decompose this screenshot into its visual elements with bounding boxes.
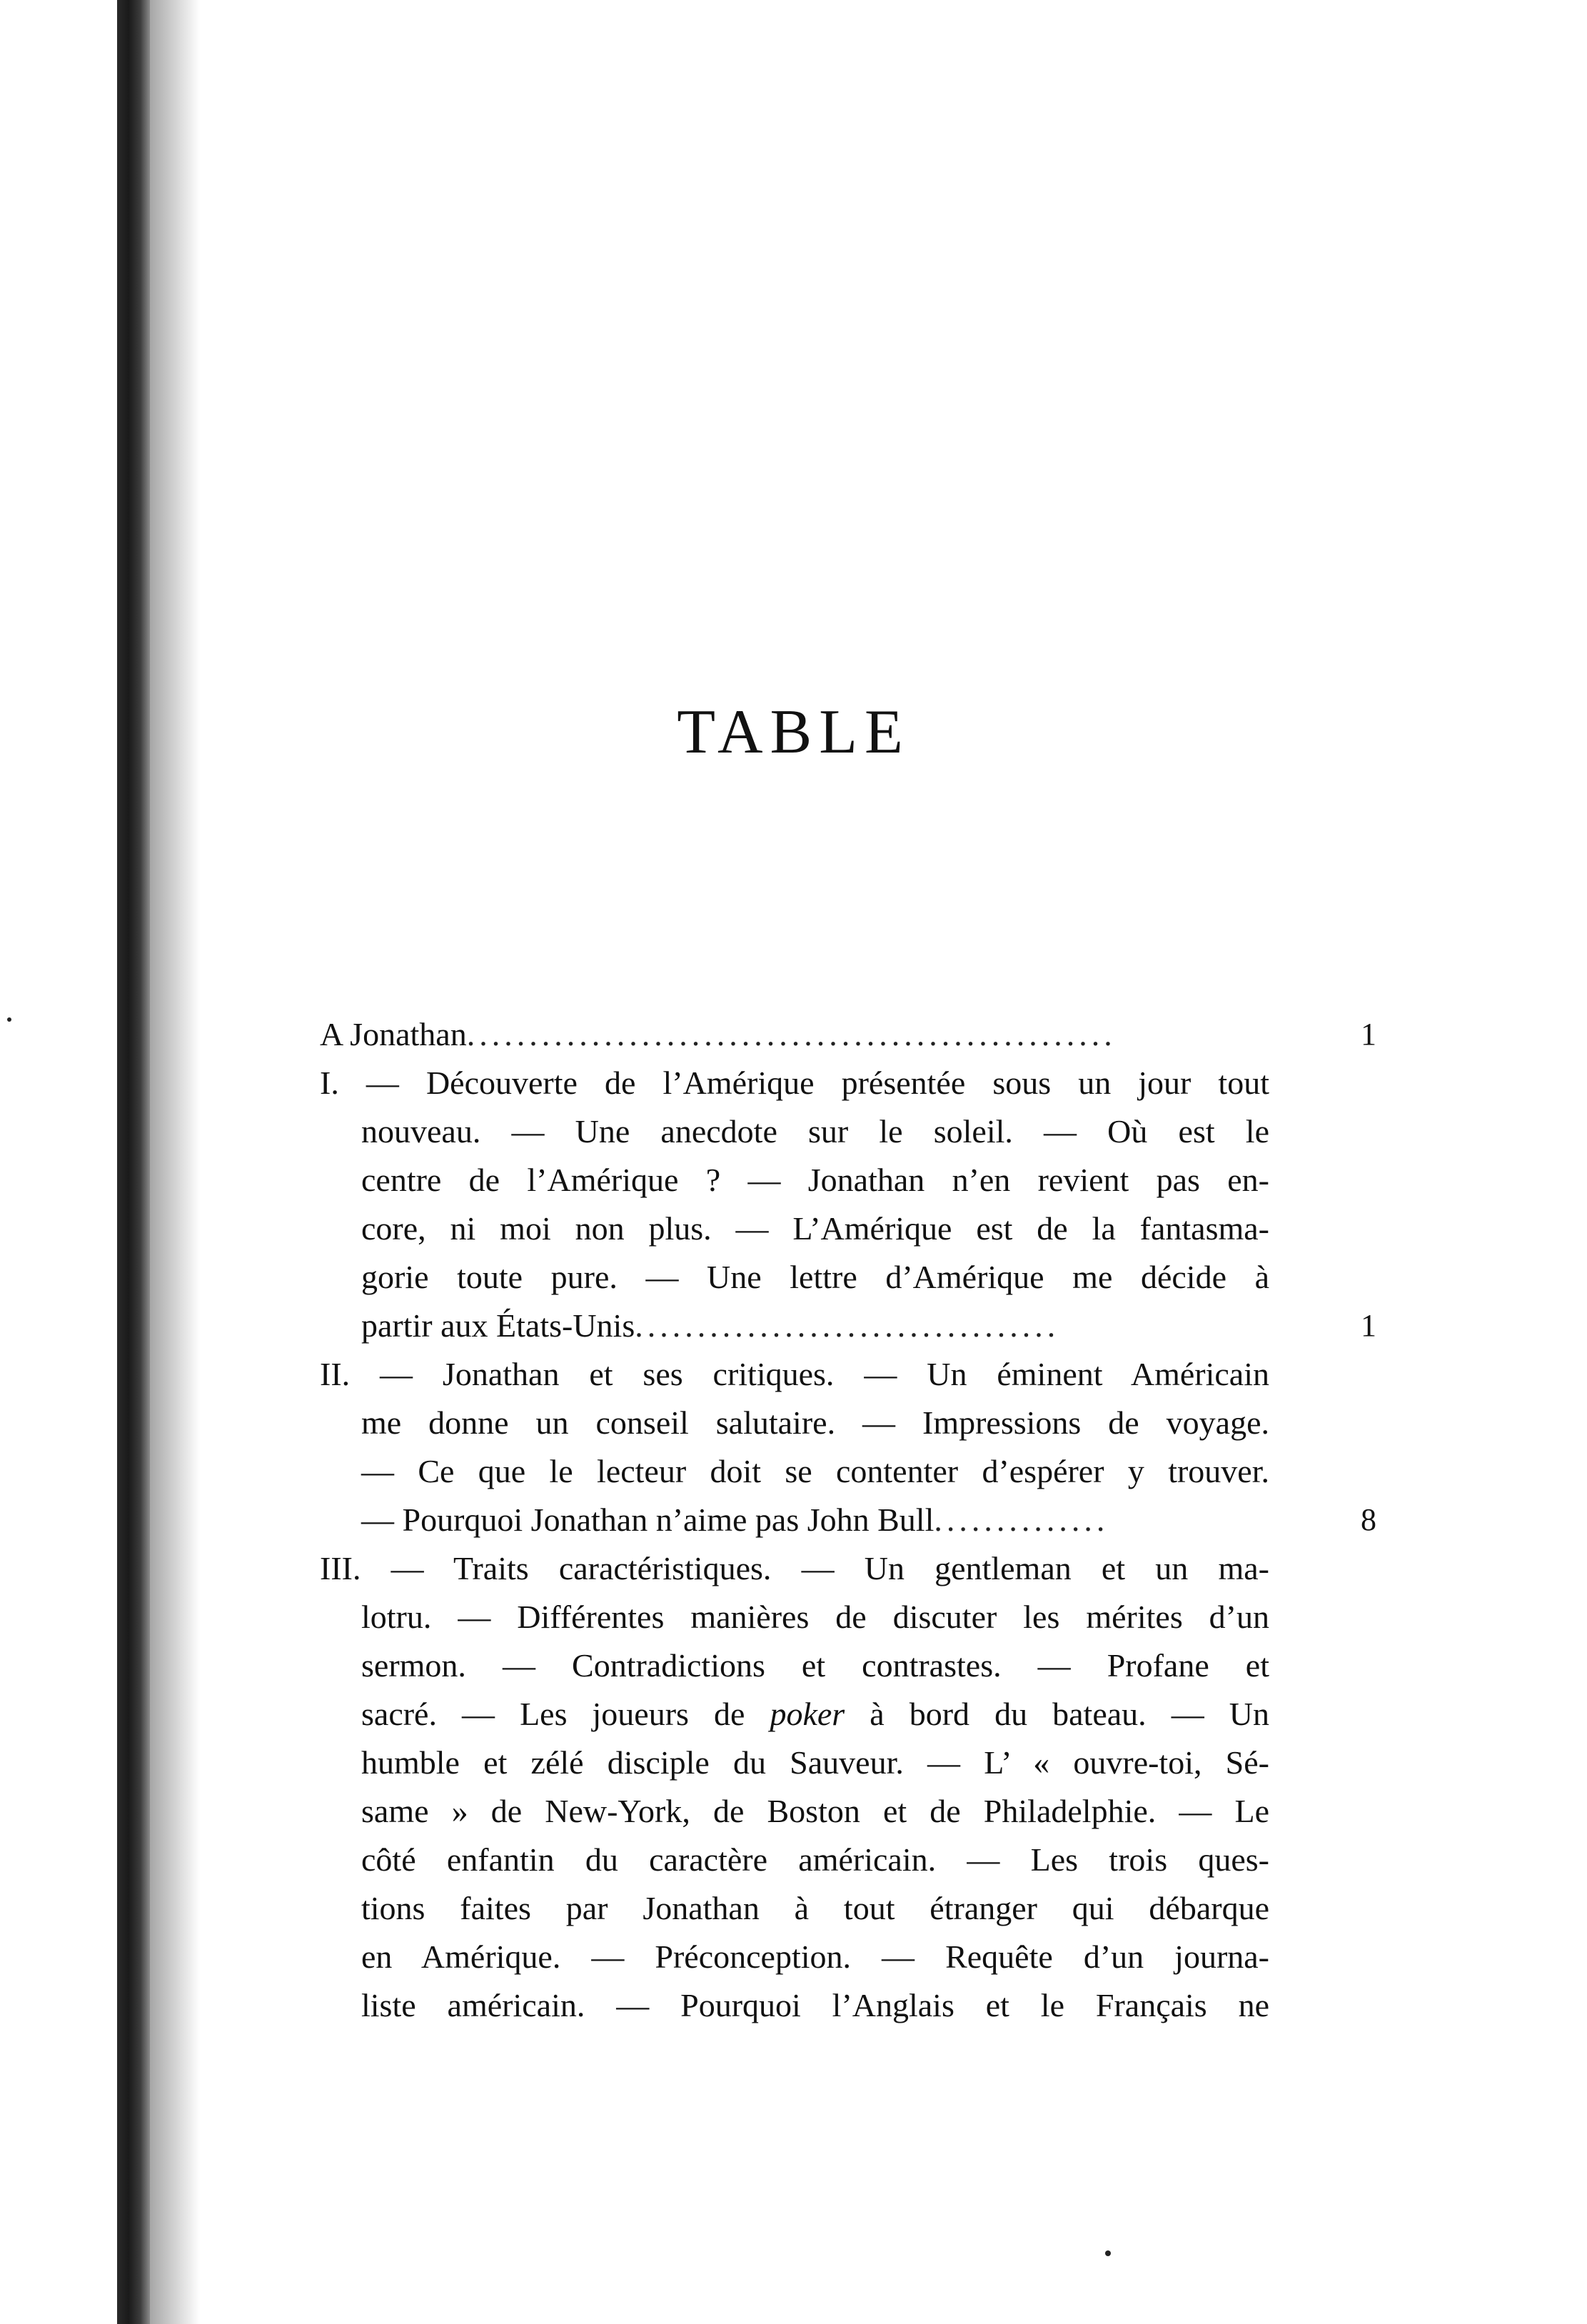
- toc-entry-title: A Jonathan: [320, 1016, 467, 1052]
- toc-line: [320, 1010, 1269, 1059]
- toc-line: lotru. — Différentes manières de discuter les mérites d’un: [361, 1599, 1269, 1635]
- toc-line: humble et zélé disciple du Sauveur. — L’ « ouvre-toi, Sé-: [361, 1744, 1269, 1781]
- print-speck: [1105, 2250, 1111, 2256]
- italic-word: poker: [770, 1696, 845, 1732]
- toc-line: liste américain. — Pourquoi l’Anglais et le Français ne: [361, 1987, 1269, 2023]
- toc-line: tions faites par Jonathan à tout étranger qui débarque: [361, 1890, 1269, 1926]
- toc-line: [320, 1302, 1269, 1350]
- toc-line: côté enfantin du caractère américain. — Les trois ques-: [361, 1841, 1269, 1878]
- toc-entry-a-jonathan: [320, 1010, 1376, 1059]
- toc-line: [320, 1496, 1269, 1544]
- toc-line: II. — Jonathan et ses critiques. — Un éminent Américain: [320, 1356, 1269, 1392]
- dot-leader: ....................................................: [466, 1016, 1117, 1052]
- toc-line: en Amérique. — Préconception. — Requête d’un journa-: [361, 1938, 1269, 1975]
- toc-line: core, ni moi non plus. — L’Amérique est de la fantasma-: [361, 1210, 1269, 1247]
- toc-page-number: 8: [1361, 1502, 1376, 1537]
- dot-leader: ..............: [934, 1501, 1109, 1538]
- toc-line: — Ce que le lecteur doit se contenter d’espérer y trouver.: [361, 1453, 1269, 1489]
- toc-line-text: — Pourquoi Jonathan n’aime pas John Bull: [361, 1501, 934, 1538]
- toc-page-number: 1: [1361, 1017, 1376, 1052]
- toc-entry-chapter-2: [320, 1350, 1376, 1544]
- toc-line: sacré. — Les joueurs de poker à bord du bateau. — Un: [361, 1696, 1269, 1732]
- toc-line: nouveau. — Une anecdote sur le soleil. — Où est le: [361, 1113, 1269, 1150]
- toc-page-number: 1: [1361, 1308, 1376, 1343]
- toc-entry-chapter-1: [320, 1059, 1376, 1350]
- toc-line: same » de New-York, de Boston et de Philadelphie. — Le: [361, 1793, 1269, 1829]
- binding-shadow: [150, 0, 200, 2324]
- print-speck: [7, 1017, 11, 1022]
- toc-line: me donne un conseil salutaire. — Impressions de voyage.: [361, 1404, 1269, 1441]
- toc-line-text: partir aux États-Unis: [361, 1307, 635, 1344]
- toc-line: centre de l’Amérique ? — Jonathan n’en revient pas en-: [361, 1162, 1269, 1198]
- page-title: TABLE: [677, 698, 910, 767]
- toc-line: sermon. — Contradictions et contrastes. — Profane et: [361, 1647, 1269, 1684]
- dot-leader: ..................................: [635, 1307, 1060, 1344]
- toc-line: gorie toute pure. — Une lettre d’Amérique me décide à: [361, 1259, 1269, 1295]
- table-of-contents: [320, 1010, 1376, 2030]
- toc-line: III. — Traits caractéristiques. — Un gentleman et un ma-: [320, 1550, 1269, 1586]
- toc-line: I. — Découverte de l’Amérique présentée sous un jour tout: [320, 1065, 1269, 1101]
- toc-entry-chapter-3: [320, 1544, 1376, 2030]
- book-binding-edge: [117, 0, 150, 2324]
